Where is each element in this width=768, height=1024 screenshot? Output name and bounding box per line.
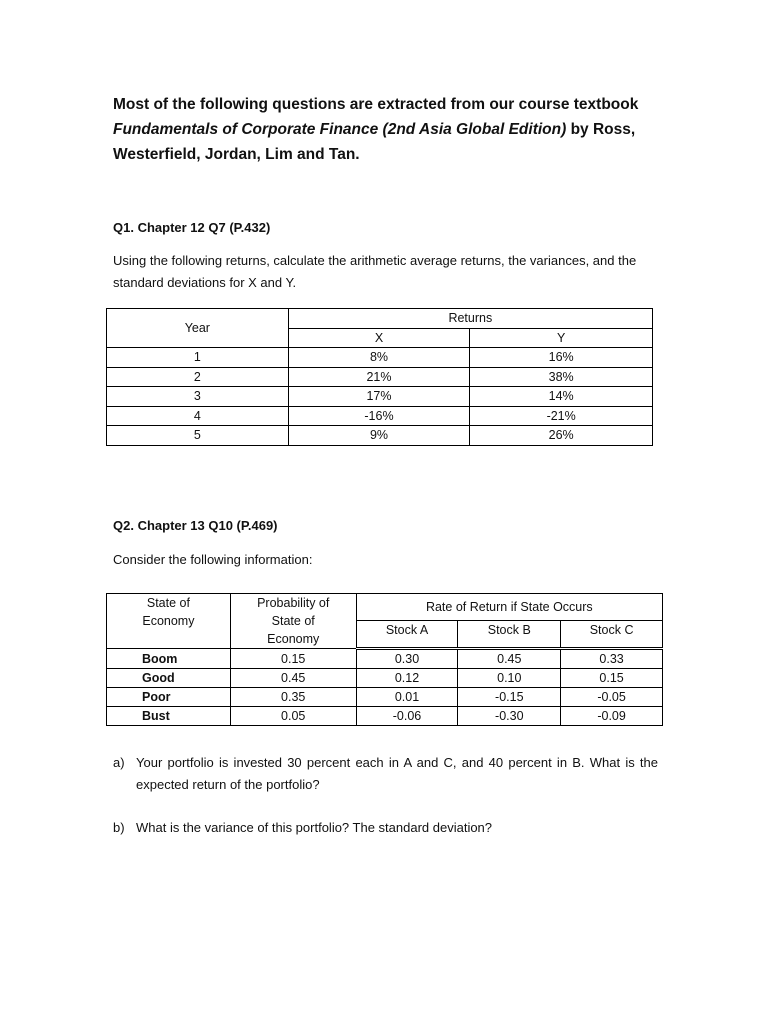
q2-instruction: Consider the following information:: [113, 552, 313, 567]
q2-state-cell: Poor: [107, 688, 231, 707]
table-row: [107, 348, 653, 368]
q2-stock-b-cell: 0.45: [458, 649, 561, 669]
table-row: [107, 707, 663, 726]
q2-part-a-text: Your portfolio is invested 30 percent each in A and C, and 40 percent in B. What is the expected return of the portfolio?: [136, 755, 658, 792]
q2-state-returns-table: [106, 593, 663, 726]
q1-x-cell: 9%: [288, 426, 470, 446]
q2-part-a-label: a): [113, 755, 125, 770]
q1-instruction: Using the following returns, calculate the arithmetic average returns, the variances, and the standard deviations for X and Y.: [113, 253, 637, 290]
intro-paragraph: [113, 92, 673, 167]
q2-stock-a-cell: -0.06: [356, 707, 458, 726]
q2-table-header-row: [107, 594, 663, 621]
q1-year-cell: 2: [107, 367, 289, 387]
table-row: [107, 406, 653, 426]
q1-y-cell: 16%: [470, 348, 653, 368]
q2-stock-b-cell: 0.10: [458, 669, 561, 688]
q2-prob-cell: 0.45: [230, 669, 356, 688]
intro-book-title: Fundamentals of Corporate Finance (2nd Asia Global Edition): [113, 121, 567, 138]
q2-stock-a-cell: 0.30: [356, 649, 458, 669]
q1-year-header: Year: [107, 309, 289, 348]
table-row: [107, 387, 653, 407]
q2-state-cell: Good: [107, 669, 231, 688]
q2-prob-cell: 0.35: [230, 688, 356, 707]
q1-year-cell: 5: [107, 426, 289, 446]
q1-heading: Q1. Chapter 12 Q7 (P.432): [113, 220, 271, 235]
q2-state-cell: Boom: [107, 649, 231, 669]
q1-x-header: X: [288, 328, 470, 348]
q2-rate-header: Rate of Return if State Occurs: [356, 594, 662, 621]
q2-stock-a-header: Stock A: [356, 620, 458, 648]
q2-part-b-label: b): [113, 820, 125, 835]
table-row: [107, 688, 663, 707]
q2-part-b-text: What is the variance of this portfolio? The standard deviation?: [136, 820, 493, 835]
q2-prob-cell: 0.15: [230, 649, 356, 669]
q2-heading: Q2. Chapter 13 Q10 (P.469): [113, 518, 278, 533]
q1-year-cell: 3: [107, 387, 289, 407]
q1-x-cell: 17%: [288, 387, 470, 407]
q2-part-a: [113, 752, 658, 796]
q1-y-cell: -21%: [470, 406, 653, 426]
intro-text-part2: by Ross, Westerfield, Jordan, Lim and Tan.: [113, 121, 636, 163]
q1-y-header: Y: [470, 328, 653, 348]
q1-y-cell: 38%: [470, 367, 653, 387]
q2-prob-header-line3: Economy: [267, 632, 320, 646]
table-row: [107, 669, 663, 688]
q2-stock-b-header: Stock B: [458, 620, 561, 648]
q1-table-header-row: [107, 309, 653, 329]
q2-state-header: [107, 594, 231, 649]
q2-stock-c-cell: -0.05: [561, 688, 663, 707]
q2-stock-a-cell: 0.01: [356, 688, 458, 707]
q2-state-header-line1: State of: [146, 596, 190, 610]
table-row: [107, 426, 653, 446]
q1-x-cell: -16%: [288, 406, 470, 426]
q2-stock-b-cell: -0.30: [458, 707, 561, 726]
q1-year-cell: 4: [107, 406, 289, 426]
q2-stock-c-cell: 0.33: [561, 649, 663, 669]
q1-y-cell: 14%: [470, 387, 653, 407]
q1-returns-table: [106, 308, 653, 446]
q1-y-cell: 26%: [470, 426, 653, 446]
intro-text-part1: Most of the following questions are extracted from our course textbook: [113, 96, 639, 113]
q2-prob-header: [230, 594, 356, 649]
table-row: [107, 649, 663, 669]
q2-stock-c-cell: 0.15: [561, 669, 663, 688]
q2-part-b: [113, 817, 658, 839]
q1-year-cell: 1: [107, 348, 289, 368]
q2-prob-header-line2: State of: [271, 614, 315, 628]
q2-stock-b-cell: -0.15: [458, 688, 561, 707]
q2-stock-a-cell: 0.12: [356, 669, 458, 688]
q2-prob-header-line1: Probability of: [257, 596, 330, 610]
q1-x-cell: 21%: [288, 367, 470, 387]
q2-state-header-line2: Economy: [142, 614, 195, 628]
q2-stock-c-header: Stock C: [561, 620, 663, 648]
q2-stock-c-cell: -0.09: [561, 707, 663, 726]
q1-returns-header: Returns: [288, 309, 652, 329]
q1-x-cell: 8%: [288, 348, 470, 368]
q2-state-cell: Bust: [107, 707, 231, 726]
table-row: [107, 367, 653, 387]
q2-prob-cell: 0.05: [230, 707, 356, 726]
